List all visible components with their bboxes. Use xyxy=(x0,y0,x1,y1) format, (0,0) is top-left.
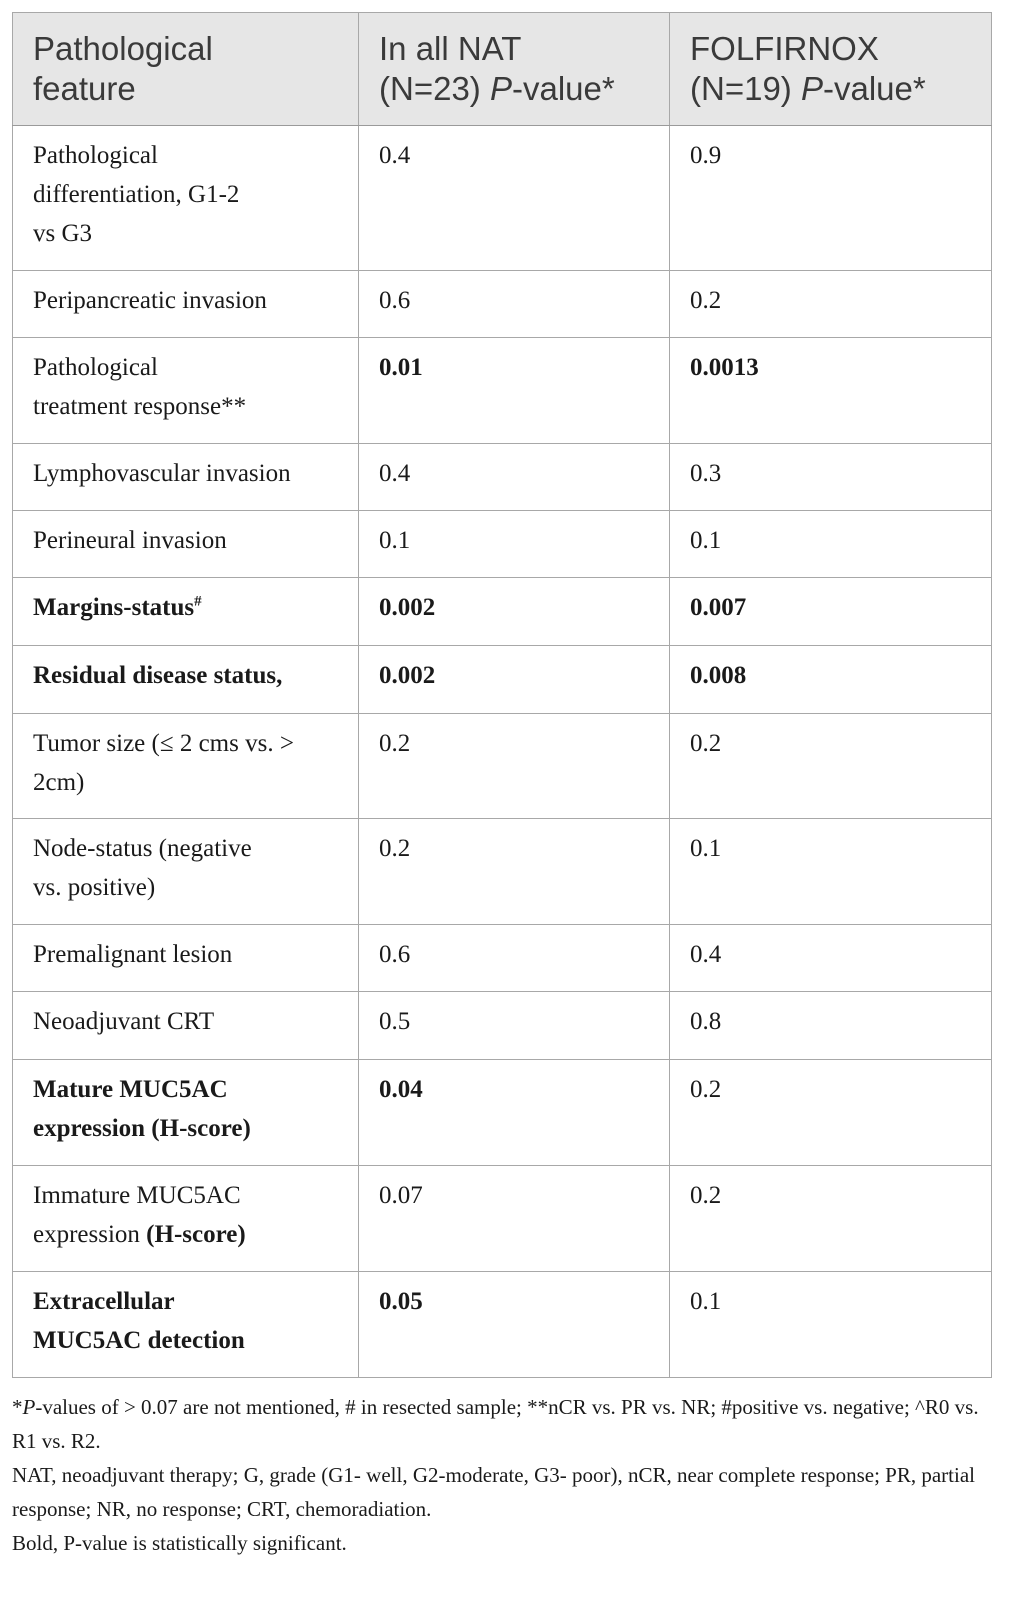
pvalue-all-cell: 0.002 xyxy=(359,578,670,646)
feature-cell: Immature MUC5AC expression (H-score) xyxy=(13,1166,359,1272)
header-text: FOLFIRNOX xyxy=(690,30,879,67)
footnote-pvalues: *P-values of > 0.07 are not mentioned, # in resected sample; **nCR vs. PR vs. NR; #positive vs. negative; ^R0 vs. R1 vs. R2. xyxy=(12,1395,979,1453)
table-row xyxy=(13,819,992,925)
table-row xyxy=(13,271,992,338)
header-text: feature xyxy=(33,70,136,107)
pvalue-folfirnox-cell: 0.008 xyxy=(670,646,992,714)
feature-cell: Lymphovascular invasion xyxy=(13,444,359,511)
table-row xyxy=(13,126,992,271)
header-text-italic: P xyxy=(800,70,823,107)
pvalue-folfirnox-cell: 0.3 xyxy=(670,444,992,511)
table-row xyxy=(13,444,992,511)
feature-cell: Peripancreatic invasion xyxy=(13,271,359,338)
header-text-italic: P xyxy=(489,70,512,107)
feature-cell: Perineural invasion xyxy=(13,511,359,578)
pvalue-folfirnox-cell: 0.1 xyxy=(670,819,992,925)
pvalue-folfirnox-cell: 0.1 xyxy=(670,511,992,578)
footnote-abbreviations: NAT, neoadjuvant therapy; G, grade (G1- well, G2-moderate, G3- poor), nCR, near complete response; PR, partial response; NR, no response; CRT, chemoradiation. xyxy=(12,1463,975,1521)
feature-cell: Extracellular MUC5AC detection xyxy=(13,1272,359,1378)
pvalue-all-cell: 0.6 xyxy=(359,925,670,992)
feature-cell: Residual disease status, xyxy=(13,646,359,714)
feature-cell: Neoadjuvant CRT xyxy=(13,992,359,1060)
pvalue-all-cell: 0.2 xyxy=(359,714,670,819)
pvalue-folfirnox-cell: 0.9 xyxy=(670,126,992,271)
feature-cell: Tumor size (≤ 2 cms vs. > 2cm) xyxy=(13,714,359,819)
table-row xyxy=(13,1166,992,1272)
feature-cell: Mature MUC5AC expression (H-score) xyxy=(13,1060,359,1166)
table-row xyxy=(13,578,992,646)
header-text: (N=23) xyxy=(379,70,490,107)
table-row xyxy=(13,714,992,819)
pvalue-all-cell: 0.04 xyxy=(359,1060,670,1166)
header-text: -value* xyxy=(511,70,615,107)
pvalue-folfirnox-cell: 0.1 xyxy=(670,1272,992,1378)
pvalue-all-cell: 0.6 xyxy=(359,271,670,338)
feature-cell: Pathological treatment response** xyxy=(13,338,359,444)
table-row xyxy=(13,511,992,578)
feature-cell: Margins-status# xyxy=(13,578,359,646)
pvalue-folfirnox-cell: 0.2 xyxy=(670,714,992,819)
pvalue-folfirnox-cell: 0.0013 xyxy=(670,338,992,444)
header-text: (N=19) xyxy=(690,70,801,107)
pvalue-folfirnox-cell: 0.2 xyxy=(670,271,992,338)
pvalue-folfirnox-cell: 0.4 xyxy=(670,925,992,992)
table-row xyxy=(13,1272,992,1378)
table-row xyxy=(13,646,992,714)
header-text: -value* xyxy=(822,70,926,107)
pvalue-folfirnox-cell: 0.8 xyxy=(670,992,992,1060)
feature-cell: Pathological differentiation, G1-2 vs G3 xyxy=(13,126,359,271)
pvalue-folfirnox-cell: 0.007 xyxy=(670,578,992,646)
results-table-container xyxy=(12,12,991,1378)
pvalue-all-cell: 0.07 xyxy=(359,1166,670,1272)
table-row xyxy=(13,925,992,992)
header-folfirnox xyxy=(670,13,992,126)
header-all-nat xyxy=(359,13,670,126)
table-row xyxy=(13,992,992,1060)
pvalue-all-cell: 0.1 xyxy=(359,511,670,578)
footnote-bold: Bold, P-value is statistically significant. xyxy=(12,1531,347,1555)
pvalue-all-cell: 0.5 xyxy=(359,992,670,1060)
pvalue-all-cell: 0.4 xyxy=(359,444,670,511)
header-pathological-feature xyxy=(13,13,359,126)
footnote-marker: # xyxy=(194,593,202,610)
pvalue-all-cell: 0.4 xyxy=(359,126,670,271)
pvalue-folfirnox-cell: 0.2 xyxy=(670,1166,992,1272)
header-text: In all NAT xyxy=(379,30,522,67)
table-row xyxy=(13,1060,992,1166)
pvalue-all-cell: 0.01 xyxy=(359,338,670,444)
table-footnotes xyxy=(12,1390,1002,1560)
pvalue-all-cell: 0.05 xyxy=(359,1272,670,1378)
pathological-features-table xyxy=(12,12,992,1378)
pvalue-folfirnox-cell: 0.2 xyxy=(670,1060,992,1166)
feature-cell: Node-status (negative vs. positive) xyxy=(13,819,359,925)
feature-cell: Premalignant lesion xyxy=(13,925,359,992)
table-header-row xyxy=(13,13,992,126)
table-row xyxy=(13,338,992,444)
pvalue-all-cell: 0.002 xyxy=(359,646,670,714)
pvalue-all-cell: 0.2 xyxy=(359,819,670,925)
header-text: Pathological xyxy=(33,30,213,67)
